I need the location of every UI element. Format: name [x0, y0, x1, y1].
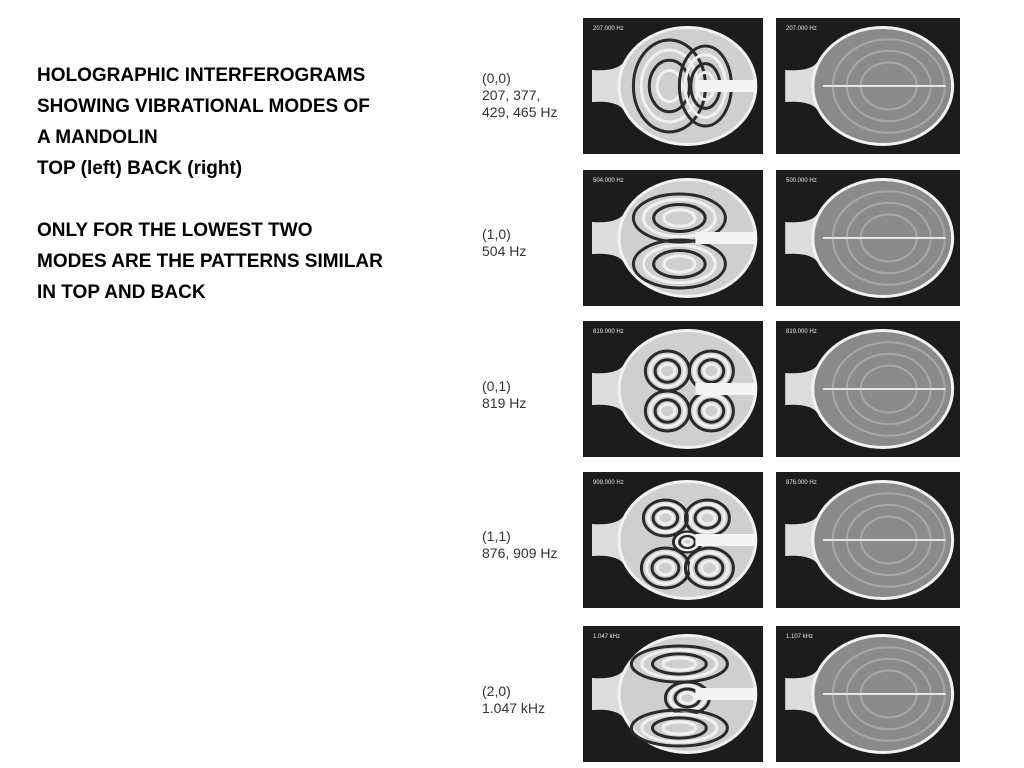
mode-frequency: 429, 465 Hz	[482, 104, 558, 120]
frequency-caption: 207.000 Hz	[593, 26, 624, 32]
mode-label-2	[482, 378, 582, 412]
interferogram-image	[583, 472, 763, 608]
back-interferogram	[776, 170, 960, 306]
mode-label-4	[482, 683, 582, 717]
title-line-3: A MANDOLIN	[37, 127, 158, 148]
note-line-2: MODES ARE THE PATTERNS SIMILAR	[37, 251, 383, 272]
frequency-caption: 876.000 Hz	[786, 480, 817, 486]
mode-label-3	[482, 528, 582, 562]
back-interferogram	[776, 472, 960, 608]
mode-label-1	[482, 226, 582, 260]
top-interferogram	[583, 321, 763, 457]
note-line-3: IN TOP AND BACK	[37, 282, 206, 303]
interferogram-image	[776, 170, 960, 306]
frequency-caption: 500.000 Hz	[786, 178, 817, 184]
interferogram-image	[776, 626, 960, 762]
mode-frequency: 1.047 kHz	[482, 700, 546, 716]
frequency-caption: 207.000 Hz	[786, 26, 817, 32]
mode-label-0	[482, 70, 582, 121]
back-interferogram	[776, 18, 960, 154]
mode-name: (2,0)	[482, 683, 511, 699]
frequency-caption: 909.000 Hz	[593, 480, 624, 486]
back-interferogram	[776, 626, 960, 762]
note-line-1: ONLY FOR THE LOWEST TWO	[37, 220, 313, 241]
interferogram-image	[583, 18, 763, 154]
mode-name: (1,0)	[482, 226, 511, 242]
mode-name: (1,1)	[482, 528, 511, 544]
title-line-4: TOP (left) BACK (right)	[37, 158, 243, 179]
frequency-caption: 504.000 Hz	[593, 178, 624, 184]
interferogram-image	[583, 321, 763, 457]
title-line-2: SHOWING VIBRATIONAL MODES OF	[37, 96, 370, 117]
title-line-1: HOLOGRAPHIC INTERFEROGRAMS	[37, 65, 366, 86]
frequency-caption: 819.000 Hz	[593, 329, 624, 335]
interferogram-image	[583, 170, 763, 306]
top-interferogram	[583, 626, 763, 762]
frequency-caption: 1.107 kHz	[786, 634, 814, 640]
interferogram-image	[776, 321, 960, 457]
interferogram-image	[583, 626, 763, 762]
mode-frequency: 504 Hz	[482, 243, 527, 259]
interferogram-image	[776, 472, 960, 608]
back-interferogram	[776, 321, 960, 457]
frequency-caption: 1.047 kHz	[593, 634, 621, 640]
mode-frequency: 207, 377,	[482, 87, 541, 103]
paragraph-gap	[37, 184, 437, 215]
description-text	[37, 60, 437, 308]
mode-frequency: 819 Hz	[482, 395, 527, 411]
mode-name: (0,0)	[482, 70, 511, 86]
top-interferogram	[583, 170, 763, 306]
mode-frequency: 876, 909 Hz	[482, 545, 558, 561]
mode-name: (0,1)	[482, 378, 511, 394]
interferogram-image	[776, 18, 960, 154]
top-interferogram	[583, 18, 763, 154]
top-interferogram	[583, 472, 763, 608]
frequency-caption: 819.000 Hz	[786, 329, 817, 335]
